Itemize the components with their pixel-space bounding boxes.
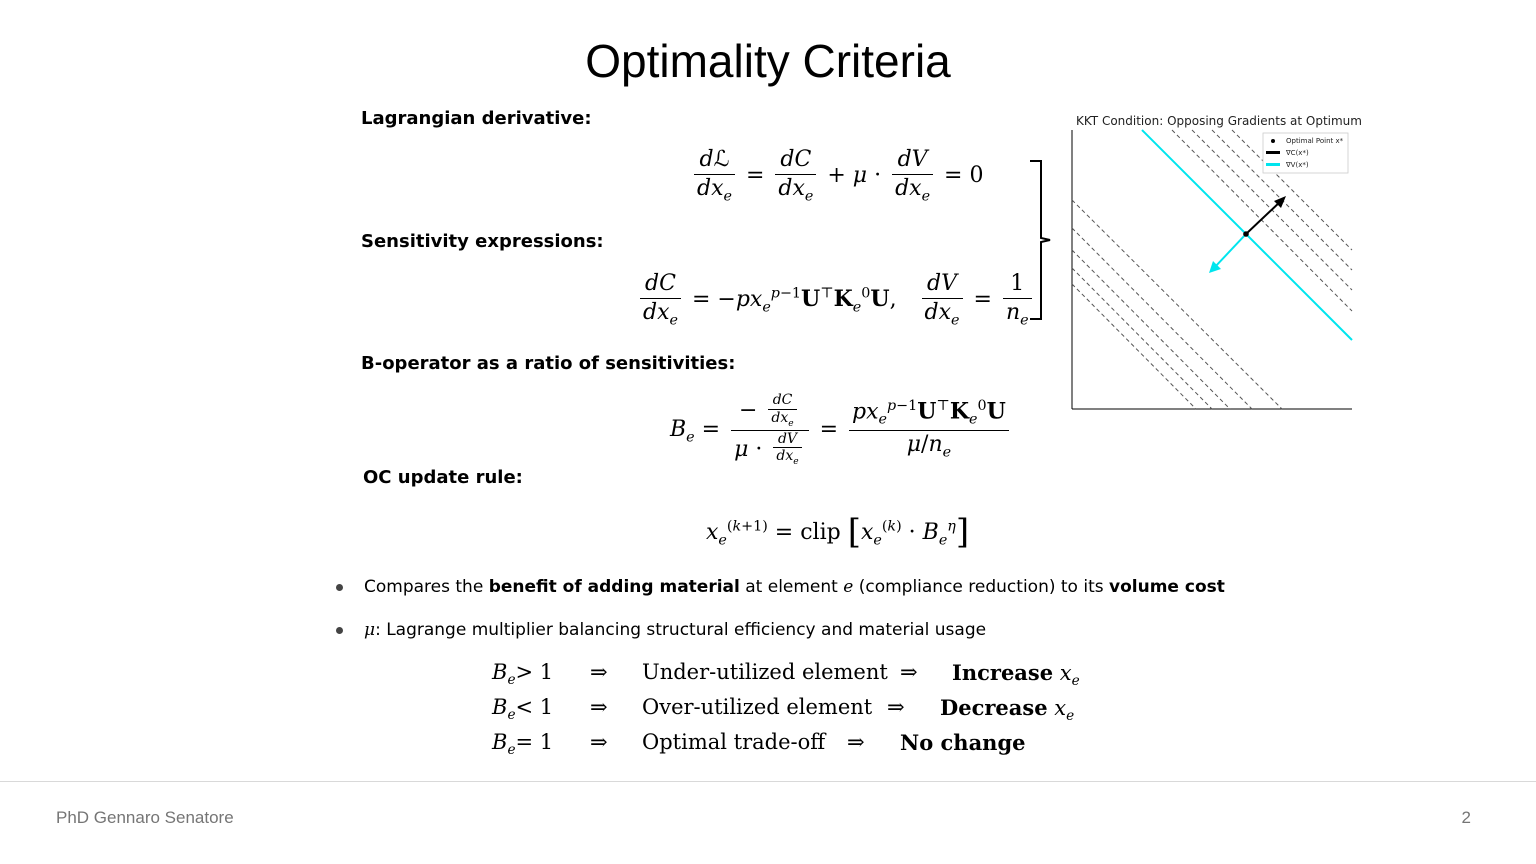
bullet-dot <box>336 584 343 591</box>
figure-title: KKT Condition: Opposing Gradients at Optimum <box>1076 114 1362 128</box>
legend-gradient-c: ∇C(x*) <box>1286 149 1309 157</box>
gradient-v-arrow <box>1214 234 1246 268</box>
equation-boperator: $B_e$ = − $\frac{dC}{dx_e}$ μ · $\frac{dV}{dx_e}$ = $\frac{px_e^{p-1}U^⊤K_e^0U}{\mu/n_e}$ <box>670 392 1013 468</box>
slide-title: Optimality Criteria <box>585 35 951 87</box>
label-ocrule: OC update rule: <box>363 467 523 488</box>
equation-ocrule: $x_e^{(k+1)}$ = clip $[x_e^{(k)} \cdot B_e^\eta]$ <box>706 512 970 552</box>
bullet-text: μ: Lagrange multiplier balancing structural efficiency and material usage <box>364 620 987 640</box>
equation-lagrangian: $\frac{\text{dℒ}}{dx_e}$ = $\frac{dC}{dx_e}$ + μ · $\frac{dV}{dx_e}$ = 0 <box>690 146 983 206</box>
optimal-point <box>1243 231 1249 237</box>
label-sensitivity: Sensitivity expressions: <box>361 231 604 252</box>
footer-author: PhD Gennaro Senatore <box>56 808 234 827</box>
legend-optimal-point: Optimal Point x* <box>1286 137 1344 145</box>
label-lagrangian: Lagrangian derivative: <box>361 108 592 129</box>
footer-divider <box>0 781 1536 782</box>
bullet-text: Compares the benefit of adding material at element e (compliance reduction) to its volume cost <box>364 577 1225 597</box>
kkt-figure <box>1060 128 1360 418</box>
equation-sensitivity: $\frac{dC}{dx_e}$ = $-px_e^{p-1}U^⊤K_e^0U$, $\frac{dV}{dx_e}$ = $\frac{1}{n_e}$ <box>636 270 1036 330</box>
label-boperator: B-operator as a ratio of sensitivities: <box>361 353 736 374</box>
figure-legend <box>1263 133 1348 173</box>
gradient-c-arrow <box>1246 200 1282 234</box>
bullet-dot <box>336 627 343 634</box>
page-number: 2 <box>1461 808 1471 827</box>
legend-gradient-v: ∇V(x*) <box>1286 161 1309 169</box>
